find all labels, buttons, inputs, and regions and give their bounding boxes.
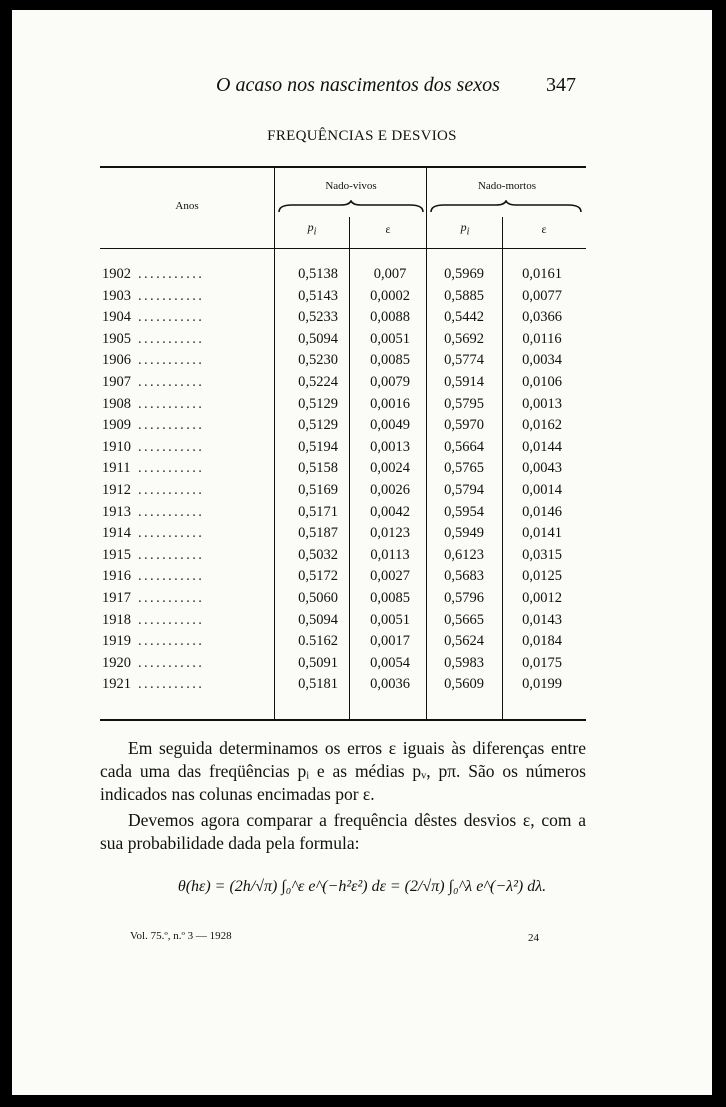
leader-dots: ........... — [138, 438, 205, 455]
subheader-epsilon-vivos: ε — [385, 222, 391, 236]
footer-volume: Vol. 75.º, n.º 3 — 1928 — [130, 930, 232, 942]
p-nado-vivos-cell: 0,5094 — [298, 330, 338, 347]
year-cell: 1902 — [102, 266, 131, 282]
leader-dots: ........... — [138, 374, 205, 390]
table-title: FREQUÊNCIAS E DESVIOS — [267, 128, 457, 144]
table-row — [102, 460, 586, 482]
leader-dots: ........... — [138, 568, 205, 585]
p-nado-mortos-cell: 0,5794 — [444, 482, 484, 498]
p-nado-mortos-cell: 0,5664 — [444, 438, 484, 455]
year-cell: 1921 — [102, 676, 131, 693]
epsilon-nado-vivos-cell: 0,0013 — [370, 438, 410, 455]
year-cell: 1910 — [102, 438, 131, 455]
subheader-p-mortos: $p_i$ — [460, 220, 470, 238]
table-row — [102, 374, 586, 396]
header-nado-vivos: Nado-vivos — [325, 180, 377, 192]
p-nado-mortos-cell: 0,5949 — [444, 525, 484, 542]
subheader-p-vivos: $p_i$ — [307, 220, 317, 238]
p-nado-mortos-cell: 0,5796 — [444, 590, 484, 606]
epsilon-nado-mortos-cell: 0,0106 — [522, 374, 562, 390]
p-nado-vivos-cell: 0,5158 — [298, 460, 338, 477]
epsilon-nado-mortos-cell: 0,0014 — [522, 482, 562, 498]
epsilon-nado-vivos-cell: 0,0051 — [370, 611, 410, 628]
leader-dots: ........... — [138, 676, 205, 693]
table-row — [102, 266, 586, 288]
table-row — [102, 482, 586, 504]
epsilon-nado-vivos-cell: 0,0085 — [370, 590, 410, 606]
year-cell: 1920 — [102, 654, 131, 671]
p-nado-mortos-cell: 0,5665 — [444, 611, 484, 628]
p-nado-vivos-cell: 0,5129 — [298, 395, 338, 412]
header-nado-mortos: Nado-mortos — [477, 180, 537, 192]
table-bottom-rule — [100, 719, 586, 721]
p-nado-mortos-cell: 0,5765 — [444, 460, 484, 477]
epsilon-nado-vivos-cell: 0,0088 — [370, 309, 410, 326]
p-nado-vivos-cell: 0,5091 — [298, 654, 338, 671]
p-nado-mortos-cell: 0,5954 — [444, 503, 484, 520]
table-row — [102, 504, 586, 526]
year-cell: 1915 — [102, 546, 131, 563]
leader-dots: ........... — [138, 590, 205, 606]
table-row — [102, 568, 586, 590]
year-cell: 1918 — [102, 611, 131, 628]
year-cell: 1914 — [102, 525, 131, 542]
p-nado-mortos-cell: 0,5692 — [444, 330, 484, 347]
p-nado-mortos-cell: 0,5795 — [444, 395, 484, 412]
p-nado-vivos-cell: 0,5169 — [298, 482, 338, 498]
p-nado-mortos-cell: 0,5624 — [444, 633, 484, 650]
epsilon-nado-mortos-cell: 0,0315 — [522, 546, 562, 563]
p-nado-vivos-cell: 0,5172 — [298, 568, 338, 585]
table-row — [102, 633, 586, 655]
p-nado-mortos-cell: 0,5683 — [444, 568, 484, 585]
p-nado-vivos-cell: 0,5181 — [298, 676, 338, 693]
p-nado-mortos-cell: 0,5914 — [444, 374, 484, 390]
p-nado-vivos-cell: 0,5187 — [298, 525, 338, 542]
p-nado-vivos-cell: 0,5060 — [298, 590, 338, 606]
year-cell: 1906 — [102, 352, 131, 369]
year-cell: 1911 — [102, 460, 131, 477]
epsilon-nado-vivos-cell: 0,0079 — [370, 374, 410, 390]
leader-dots: ........... — [138, 309, 205, 326]
leader-dots: ........... — [138, 546, 205, 563]
year-cell: 1907 — [102, 374, 131, 390]
header-anos: Anos — [175, 200, 199, 212]
leader-dots: ........... — [138, 330, 205, 347]
table-row — [102, 288, 586, 310]
p-nado-mortos-cell: 0,5609 — [444, 676, 484, 693]
year-cell: 1912 — [102, 482, 131, 498]
p-nado-vivos-cell: 0,5230 — [298, 352, 338, 369]
leader-dots: ........... — [138, 417, 205, 434]
epsilon-nado-vivos-cell: 0,0042 — [370, 503, 410, 520]
year-cell: 1904 — [102, 309, 131, 326]
paragraph-2: Devemos agora comparar a frequência dêstes desvios ε, com a sua probabilidade dada pela formula: — [100, 810, 586, 853]
year-cell: 1919 — [102, 633, 131, 650]
p-nado-mortos-cell: 0,5983 — [444, 654, 484, 671]
footer-signature: 24 — [528, 932, 539, 944]
p-nado-vivos-cell: 0,5171 — [298, 503, 338, 520]
epsilon-nado-mortos-cell: 0,0116 — [522, 330, 562, 347]
brace-nado-mortos — [430, 200, 582, 214]
year-cell: 1917 — [102, 590, 131, 606]
leader-dots: ........... — [138, 287, 205, 304]
year-cell: 1913 — [102, 503, 131, 520]
p-nado-vivos-cell: 0,5129 — [298, 417, 338, 434]
p-nado-mortos-cell: 0,5885 — [444, 287, 484, 304]
paragraph-1: Em seguida determinamos os erros ε iguais às diferenças entre cada uma das freqüências pᵢ e as médias pᵥ, pπ. São os números indicados nas colunas encimadas por ε. — [100, 738, 586, 804]
epsilon-nado-vivos-cell: 0,0024 — [370, 460, 410, 477]
leader-dots: ........... — [138, 654, 205, 671]
epsilon-nado-mortos-cell: 0,0161 — [522, 266, 562, 282]
epsilon-nado-mortos-cell: 0,0175 — [522, 654, 562, 671]
epsilon-nado-vivos-cell: 0,0049 — [370, 417, 410, 434]
leader-dots: ........... — [138, 503, 205, 520]
p-nado-vivos-cell: 0,5194 — [298, 438, 338, 455]
table-row — [102, 547, 586, 569]
epsilon-nado-vivos-cell: 0,007 — [373, 266, 407, 282]
epsilon-nado-mortos-cell: 0,0077 — [522, 287, 562, 304]
epsilon-nado-vivos-cell: 0,0026 — [370, 482, 410, 498]
epsilon-nado-vivos-cell: 0,0027 — [370, 568, 410, 585]
epsilon-nado-mortos-cell: 0,0199 — [522, 676, 562, 693]
leader-dots: ........... — [138, 482, 205, 498]
year-cell: 1916 — [102, 568, 131, 585]
table-row — [102, 612, 586, 634]
running-header-title: O acaso nos nascimentos dos sexos — [216, 74, 500, 96]
p-nado-mortos-cell: 0,5969 — [444, 266, 484, 282]
p-nado-mortos-cell: 0,6123 — [444, 546, 484, 563]
table-row — [102, 309, 586, 331]
year-cell: 1909 — [102, 417, 131, 434]
epsilon-nado-vivos-cell: 0,0016 — [370, 395, 410, 412]
epsilon-nado-vivos-cell: 0,0002 — [370, 287, 410, 304]
p-nado-vivos-cell: 0,5224 — [298, 374, 338, 390]
table-row — [102, 655, 586, 677]
table-row — [102, 417, 586, 439]
leader-dots: ........... — [138, 633, 205, 650]
table-row — [102, 525, 586, 547]
epsilon-nado-mortos-cell: 0,0144 — [522, 438, 562, 455]
page-number: 347 — [546, 74, 576, 96]
year-cell: 1905 — [102, 330, 131, 347]
table-row — [102, 331, 586, 353]
epsilon-nado-vivos-cell: 0,0036 — [370, 676, 410, 693]
epsilon-nado-mortos-cell: 0,0146 — [522, 503, 562, 520]
table-row — [102, 352, 586, 374]
document-page — [12, 10, 712, 1095]
epsilon-nado-vivos-cell: 0,0017 — [370, 633, 410, 650]
p-nado-vivos-cell: 0,5032 — [298, 546, 338, 563]
leader-dots: ........... — [138, 611, 205, 628]
epsilon-nado-vivos-cell: 0,0123 — [370, 525, 410, 542]
epsilon-nado-mortos-cell: 0,0012 — [522, 590, 562, 606]
epsilon-nado-mortos-cell: 0,0366 — [522, 309, 562, 326]
probability-formula: θ(hε) = (2h/√π) ∫₀^ε e^(−h²ε²) dε = (2/√π) ∫₀^λ e^(−λ²) dλ. — [177, 878, 547, 895]
epsilon-nado-mortos-cell: 0,0141 — [522, 525, 562, 542]
epsilon-nado-vivos-cell: 0,0054 — [370, 654, 410, 671]
p-nado-mortos-cell: 0,5970 — [444, 417, 484, 434]
epsilon-nado-mortos-cell: 0,0184 — [522, 633, 562, 650]
leader-dots: ........... — [138, 460, 205, 477]
p-nado-vivos-cell: 0,5138 — [298, 266, 338, 282]
p-nado-vivos-cell: 0,5143 — [298, 287, 338, 304]
epsilon-nado-mortos-cell: 0,0143 — [522, 611, 562, 628]
epsilon-nado-vivos-cell: 0,0113 — [370, 546, 410, 563]
table-row — [102, 396, 586, 418]
leader-dots: ........... — [138, 525, 205, 542]
table-header-rule — [100, 248, 586, 249]
epsilon-nado-mortos-cell: 0,0013 — [522, 395, 562, 412]
table-row — [102, 590, 586, 612]
p-nado-vivos-cell: 0,5094 — [298, 611, 338, 628]
subheader-epsilon-mortos: ε — [541, 222, 547, 236]
p-nado-vivos-cell: 0.5162 — [298, 633, 338, 650]
table-row — [102, 439, 586, 461]
epsilon-nado-vivos-cell: 0,0085 — [370, 352, 410, 369]
p-nado-mortos-cell: 0,5442 — [444, 309, 484, 326]
table-top-rule — [100, 166, 586, 168]
leader-dots: ........... — [138, 266, 205, 282]
p-nado-mortos-cell: 0,5774 — [444, 352, 484, 369]
leader-dots: ........... — [138, 395, 205, 412]
year-cell: 1908 — [102, 395, 131, 412]
epsilon-nado-mortos-cell: 0,0043 — [522, 460, 562, 477]
leader-dots: ........... — [138, 352, 205, 369]
table-row — [102, 676, 586, 698]
epsilon-nado-mortos-cell: 0,0125 — [522, 568, 562, 585]
epsilon-nado-mortos-cell: 0,0034 — [522, 352, 562, 369]
p-nado-vivos-cell: 0,5233 — [298, 309, 338, 326]
epsilon-nado-mortos-cell: 0,0162 — [522, 417, 562, 434]
epsilon-nado-vivos-cell: 0,0051 — [370, 330, 410, 347]
brace-nado-vivos — [278, 200, 424, 214]
year-cell: 1903 — [102, 287, 131, 304]
